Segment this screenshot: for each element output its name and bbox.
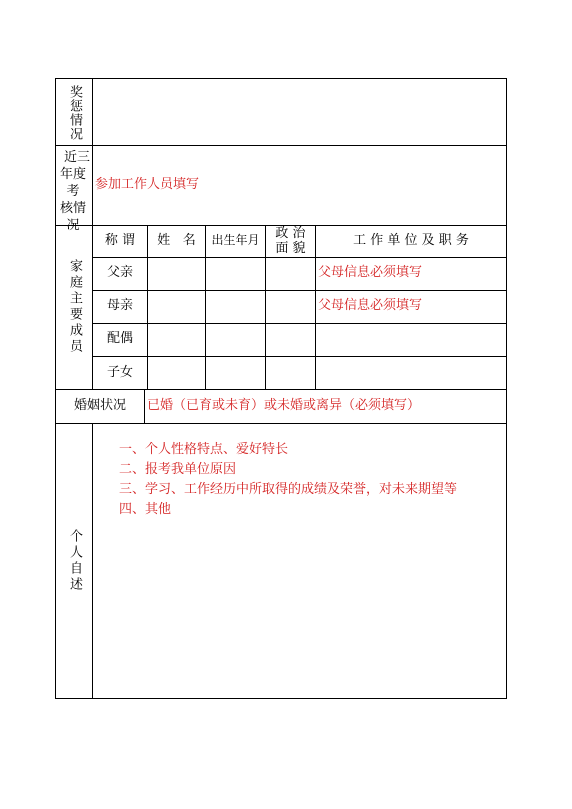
spouse-name-field[interactable] (148, 324, 205, 356)
header-political (266, 226, 315, 256)
mother-name-field[interactable] (148, 291, 205, 323)
father-birth-field[interactable] (206, 258, 265, 290)
family-label: 家庭主要成员 (67, 259, 82, 355)
marital-note: 已婚（已育或未育）或未婚或离异（必须填写） (147, 398, 421, 413)
assessment-field[interactable] (93, 146, 506, 225)
assessment-note: 参加工作人员填写 (95, 177, 200, 192)
member-note-mother: 父母信息必须填写 (318, 298, 423, 313)
statement-item-1: 一、个人性格特点、爱好特长 (119, 442, 289, 457)
statement-item-2: 二、报考我单位原因 (119, 462, 237, 477)
header-political-line2: 面 貌 (275, 241, 306, 256)
mother-political-field[interactable] (266, 291, 315, 323)
father-name-field[interactable] (148, 258, 205, 290)
father-political-field[interactable] (266, 258, 315, 290)
header-birth: 出生年月 (211, 233, 260, 247)
member-relation-mother: 母亲 (106, 298, 133, 313)
header-name: 姓 名 (157, 233, 196, 248)
spouse-birth-field[interactable] (206, 324, 265, 356)
child-name-field[interactable] (148, 357, 205, 389)
child-work-field[interactable] (316, 357, 506, 389)
member-relation-spouse: 配偶 (106, 331, 133, 346)
statement-item-3: 三、学习、工作经历中所取得的成绩及荣誉，对未来期望等 (119, 482, 458, 497)
member-relation-father: 父亲 (106, 265, 133, 280)
marital-label: 婚姻状况 (73, 398, 126, 413)
mother-birth-field[interactable] (206, 291, 265, 323)
application-form-table (55, 78, 507, 699)
spouse-work-field[interactable] (316, 324, 506, 356)
child-birth-field[interactable] (206, 357, 265, 389)
assessment-label (56, 149, 92, 233)
awards-field[interactable] (93, 79, 506, 145)
statement-item-4: 四、其他 (119, 502, 172, 517)
statement-field[interactable] (93, 424, 506, 698)
member-relation-child: 子女 (106, 365, 133, 380)
assessment-label-line2: 年度考 (59, 167, 86, 199)
assessment-label-line3: 核情况 (59, 201, 86, 233)
child-political-field[interactable] (266, 357, 315, 389)
header-political-line1: 政 治 (275, 226, 306, 241)
assessment-label-line1: 近三 (63, 150, 90, 165)
spouse-political-field[interactable] (266, 324, 315, 356)
statement-label: 个人自述 (67, 528, 82, 593)
member-note-father: 父母信息必须填写 (318, 265, 423, 280)
marital-field[interactable] (145, 390, 506, 423)
awards-label: 奖惩情况 (67, 85, 82, 141)
header-relation: 称 谓 (104, 233, 136, 248)
header-work: 工 作 单 位 及 职 务 (353, 233, 469, 248)
